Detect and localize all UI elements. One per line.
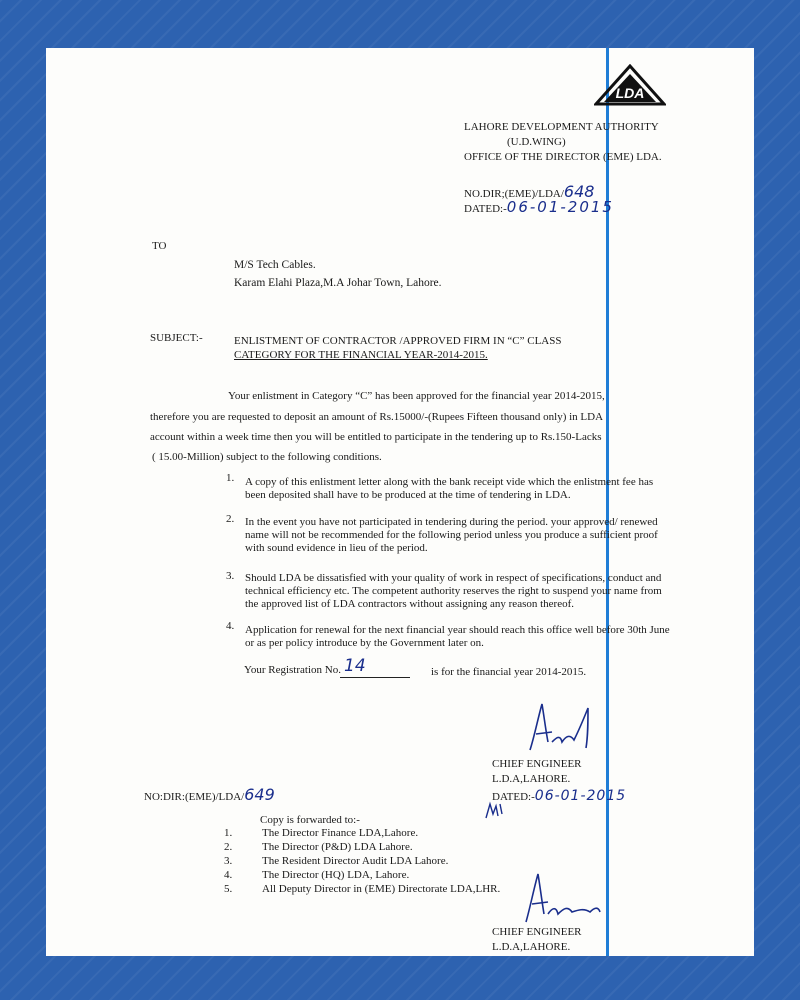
copy-item-text: All Deputy Director in (EME) Directorate LDA,LHR. bbox=[262, 883, 501, 895]
copy-item-number: 1. bbox=[224, 827, 233, 839]
second-reference-line bbox=[144, 785, 275, 804]
signature-2-title: CHIEF ENGINEER bbox=[492, 926, 582, 938]
copy-item-text: The Director Finance LDA,Lahore. bbox=[262, 827, 419, 839]
body-line-3: account within a week time then you will be entitled to participate in the tendering up to Rs.150-Lacks bbox=[150, 431, 602, 443]
body-line-4: ( 15.00-Million) subject to the following conditions. bbox=[152, 451, 382, 463]
copy-item-text: The Director (HQ) LDA, Lahore. bbox=[262, 869, 410, 881]
margin-line bbox=[606, 48, 609, 956]
condition-number: 2. bbox=[226, 513, 235, 525]
date-value: 06-01-2015 bbox=[506, 198, 614, 216]
condition-number: 4. bbox=[226, 620, 235, 632]
copy-heading: Copy is forwarded to:- bbox=[260, 814, 360, 826]
to-label: TO bbox=[152, 240, 167, 252]
copy-item-text: The Resident Director Audit LDA Lahore. bbox=[262, 855, 449, 867]
registration-suffix: is for the financial year 2014-2015. bbox=[431, 666, 587, 678]
registration-label: Your Registration No. bbox=[244, 664, 341, 676]
subject-label: SUBJECT:- bbox=[150, 332, 203, 344]
body-line-1: Your enlistment in Category “C” has been approved for the financial year 2014-2015, bbox=[228, 390, 605, 402]
logo-text: LDA bbox=[615, 85, 645, 101]
registration-underline bbox=[340, 677, 410, 678]
addressee-name: M/S Tech Cables. bbox=[234, 259, 316, 271]
copy-item-number: 4. bbox=[224, 869, 233, 881]
copy-item-number: 3. bbox=[224, 855, 233, 867]
copy-item-number: 2. bbox=[224, 841, 233, 853]
condition-text: Application for renewal for the next financial year should reach this office well before 30th June or as per policy introduce by the Government later on. bbox=[245, 624, 670, 649]
date-label: DATED:- bbox=[464, 203, 507, 215]
signature-1 bbox=[522, 698, 602, 758]
condition-text: Should LDA be dissatisfied with your quality of work in respect of specifications, conduct and technical efficiency etc. The competent authority reserves the right to suspend your name from the approved list of LDA contractors without assigning any reason thereof. bbox=[245, 572, 662, 610]
org-wing: (U.D.WING) bbox=[507, 136, 566, 148]
org-office: OFFICE OF THE DIRECTOR (EME) LDA. bbox=[464, 151, 662, 163]
copy-item-text: The Director (P&D) LDA Lahore. bbox=[262, 841, 413, 853]
condition-text: In the event you have not participated in tendering during the period. your approved/ renewed name will not be recommended for the following period unless you produce a sufficient proof with sound evidence in lieu of the period. bbox=[245, 516, 658, 554]
initials-mark bbox=[484, 800, 506, 820]
second-reference-label: NO:DIR:(EME)/LDA/ bbox=[144, 791, 245, 803]
signature-1-title: CHIEF ENGINEER bbox=[492, 758, 582, 770]
signature-1-date-value: 06-01-2015 bbox=[534, 788, 627, 804]
letter-page bbox=[46, 48, 754, 956]
lda-logo bbox=[594, 64, 666, 106]
subject-line-2: CATEGORY FOR THE FINANCIAL YEAR-2014-2015. bbox=[234, 349, 488, 361]
condition-number: 1. bbox=[226, 472, 235, 484]
second-reference-number: 649 bbox=[244, 785, 275, 804]
signature-1-date-label: DATED:- bbox=[492, 791, 535, 803]
copy-item-number: 5. bbox=[224, 883, 233, 895]
signature-2-place: L.D.A,LAHORE. bbox=[492, 941, 571, 953]
signature-1-place: L.D.A,LAHORE. bbox=[492, 773, 571, 785]
body-line-2: therefore you are requested to deposit an amount of Rs.15000/-(Rupees Fifteen thousand only) in LDA bbox=[150, 411, 604, 423]
addressee-address: Karam Elahi Plaza,M.A Johar Town, Lahore. bbox=[234, 277, 442, 289]
condition-number: 3. bbox=[226, 570, 235, 582]
date-line bbox=[464, 198, 614, 216]
subject-line-1: ENLISTMENT OF CONTRACTOR /APPROVED FIRM IN “C” CLASS bbox=[234, 335, 562, 347]
signature-2 bbox=[518, 868, 608, 928]
reference-number: 648 bbox=[563, 182, 595, 201]
reference-label: NO.DIR;(EME)/LDA/ bbox=[464, 188, 564, 200]
condition-text: A copy of this enlistment letter along with the bank receipt vide which the enlistment fee has been deposited shall have to be produced at the time of tendering in LDA. bbox=[245, 476, 654, 501]
registration-number: 14 bbox=[344, 656, 366, 676]
signature-1-date bbox=[492, 788, 626, 804]
org-name: LAHORE DEVELOPMENT AUTHORITY bbox=[464, 121, 659, 133]
